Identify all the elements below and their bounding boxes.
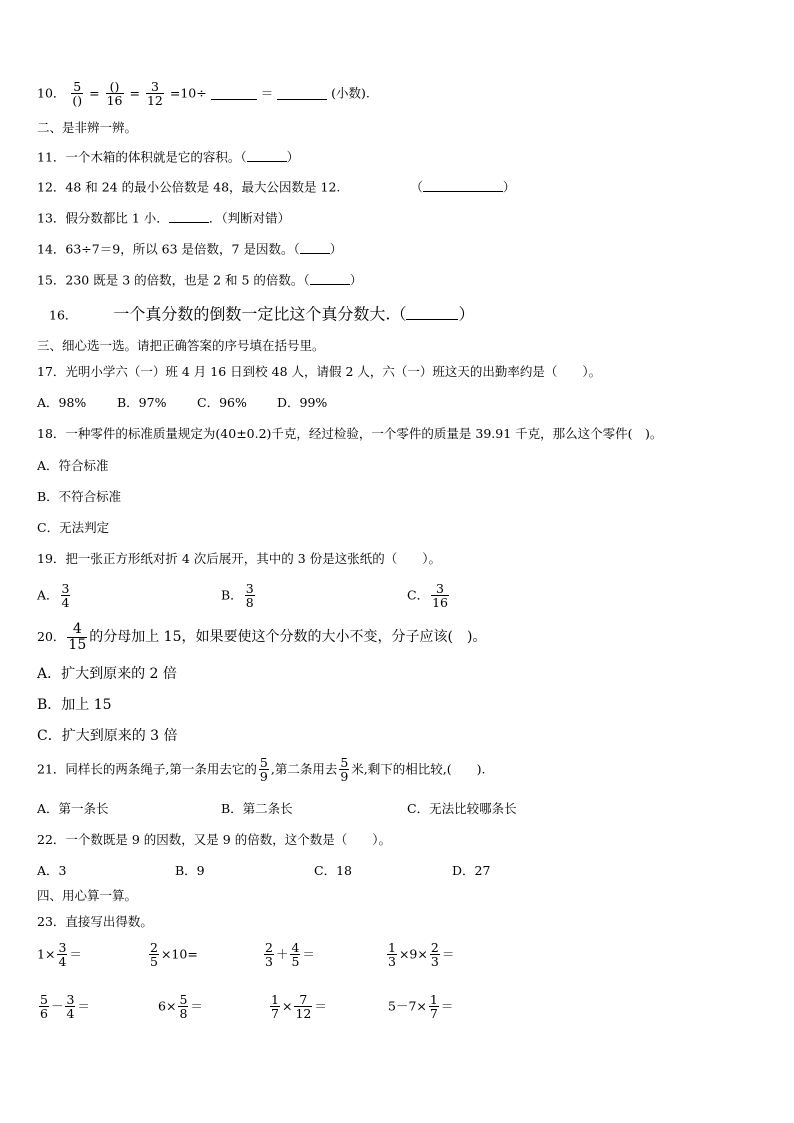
- q18-option-c[interactable]: C．无法判定: [37, 520, 110, 535]
- calc-8: 5－7× $\frac{1}{7}$ ＝: [388, 992, 454, 1022]
- q17-option-c[interactable]: C．96%: [197, 395, 247, 410]
- q22-option-a[interactable]: A．3: [37, 863, 67, 878]
- question-17: 17．光明小学六（一）班 4 月 16 日到校 48 人，请假 2 人，六（一）班这天的出勤率约是（ ）。: [37, 364, 602, 379]
- question-21: 21．同样长的两条绳子,第一条用去它的 $\frac{5}{9}$ ,第二条用去 $\frac{5}{9}$ 米,剩下的相比较,( ).: [37, 755, 486, 785]
- question-18: 18．一种零件的标准质量规定为(40±0.2)千克，经过检验，一个零件的质量是 39.91 千克，那么这个零件( )。: [37, 426, 663, 441]
- question-20: 20． $\frac{4}{15}$ 的分母加上 15，如果要使这个分数的大小不变，分子应该( )。: [37, 621, 487, 653]
- q21-fraction-2: $\frac{5}{9}$: [340, 755, 349, 785]
- calc-5: $\frac{5}{6}$ － $\frac{3}{4}$ ＝: [40, 992, 90, 1022]
- q13-answer-blank[interactable]: [169, 209, 209, 223]
- q20-fraction: $\frac{4}{15}$: [68, 621, 87, 653]
- calc-3: $\frac{2}{3}$ ＋ $\frac{4}{5}$ ＝: [265, 940, 315, 970]
- calc-6: 6× $\frac{5}{8}$ ＝: [158, 992, 203, 1022]
- section-3-heading: 三、细心选一选。请把正确答案的序号填在括号里。: [37, 338, 325, 353]
- q19-option-c[interactable]: C． $\frac{3}{16}$: [407, 581, 448, 611]
- q21-option-b[interactable]: B．第二条长: [221, 801, 293, 816]
- q22-option-c[interactable]: C．18: [314, 863, 352, 878]
- q22-option-b[interactable]: B．9: [175, 863, 205, 878]
- q20-option-b[interactable]: B．加上 15: [37, 697, 112, 713]
- q16-answer-blank[interactable]: [406, 306, 458, 320]
- question-15: 15．230 既是 3 的倍数，也是 2 和 5 的倍数。（ ）: [37, 272, 363, 288]
- q20-option-c[interactable]: C．扩大到原来的 3 倍: [37, 728, 178, 744]
- question-16: 16． 一个真分数的倒数一定比这个真分数大.（ ）: [49, 304, 475, 324]
- q19-option-b[interactable]: B． $\frac{3}{8}$: [221, 581, 254, 611]
- q17-option-b[interactable]: B．97%: [117, 395, 167, 410]
- q10-answer-blank-2[interactable]: [277, 87, 327, 101]
- section-4-heading: 四、用心算一算。: [37, 888, 138, 903]
- q10-fraction-3: $\frac{3}{12}$: [146, 79, 163, 109]
- calc-7: $\frac{1}{7}$ × $\frac{7}{12}$ ＝: [271, 992, 327, 1022]
- calc-1: 1× $\frac{3}{4}$ ＝: [37, 940, 82, 970]
- q21-option-a[interactable]: A．第一条长: [37, 801, 109, 816]
- q21-option-c[interactable]: C．无法比较哪条长: [407, 801, 517, 816]
- question-11: 11．一个木箱的体积就是它的容积。（ ）: [37, 149, 300, 165]
- q15-answer-blank[interactable]: [310, 271, 350, 285]
- q17-option-a[interactable]: A．98%: [37, 395, 87, 410]
- q18-option-b[interactable]: B．不符合标准: [37, 489, 122, 504]
- q11-answer-blank[interactable]: [247, 148, 287, 162]
- q10-fraction-1: $\frac{5}{()}$: [72, 79, 83, 109]
- calc-2: $\frac{2}{5}$ ×10=: [150, 940, 198, 970]
- q19-option-a[interactable]: A． $\frac{3}{4}$: [37, 581, 70, 611]
- q10-number: 10．: [37, 85, 66, 101]
- q22-option-d[interactable]: D．27: [452, 863, 491, 878]
- q12-answer-blank[interactable]: [423, 178, 503, 192]
- q21-fraction-1: $\frac{5}{9}$: [259, 755, 268, 785]
- question-19: 19．把一张正方形纸对折 4 次后展开，其中的 3 份是这张纸的（ ）。: [37, 551, 441, 566]
- question-14: 14．63÷7＝9，所以 63 是倍数，7 是因数。（ ）: [37, 241, 343, 257]
- question-23: 23．直接写出得数。: [37, 914, 153, 929]
- question-10: 10． $\frac{5}{()}$ = $\frac{()}{16}$ = $\frac{3}{12}$ =10÷ ＝ (小数).: [37, 79, 370, 109]
- calc-4: $\frac{1}{3}$ ×9× $\frac{2}{3}$ ＝: [388, 940, 455, 970]
- question-12: 12．48 和 24 的最小公倍数是 48，最大公因数是 12. （ ）: [37, 179, 516, 195]
- q20-option-a[interactable]: A．扩大到原来的 2 倍: [37, 666, 177, 682]
- q10-answer-blank-1[interactable]: [211, 87, 257, 101]
- section-2-heading: 二、是非辨一辨。: [37, 120, 138, 135]
- question-22: 22．一个数既是 9 的因数，又是 9 的倍数，这个数是（ ）。: [37, 832, 391, 847]
- q18-option-a[interactable]: A．符合标准: [37, 458, 109, 473]
- q14-answer-blank[interactable]: [300, 240, 330, 254]
- q10-fraction-2: $\frac{()}{16}$: [106, 79, 123, 109]
- q17-option-d[interactable]: D．99%: [277, 395, 328, 410]
- question-13: 13．假分数都比 1 小． ．（判断对错）: [37, 210, 291, 226]
